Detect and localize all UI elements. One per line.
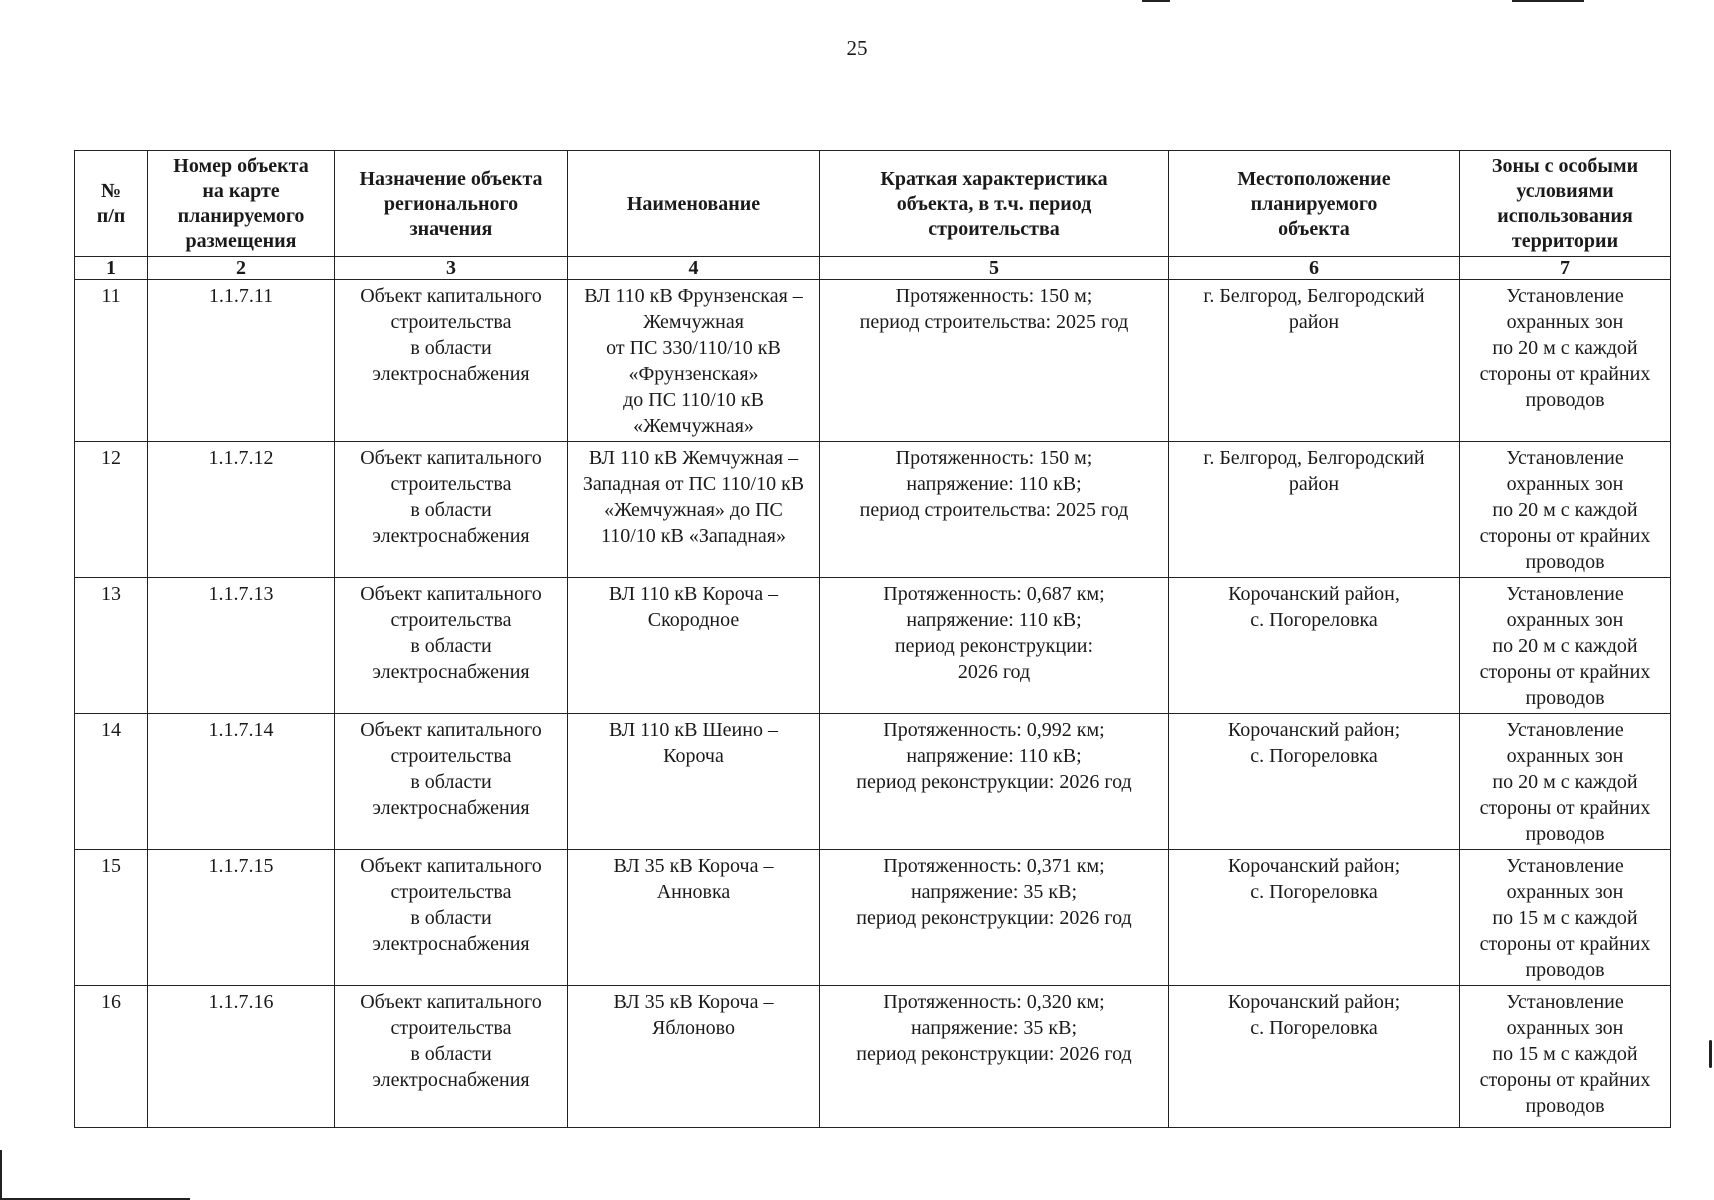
purpose-cell-line: Объект капитального xyxy=(360,285,542,307)
purpose-cell-line: Объект капитального xyxy=(360,447,542,469)
zones-cell-line: проводов xyxy=(1525,389,1605,411)
name-cell-line: Западная от ПС 110/10 кВ xyxy=(582,473,805,495)
column-number-row xyxy=(75,257,1671,280)
location-cell-line: район xyxy=(1288,311,1340,333)
header-zones-line: использования xyxy=(1497,205,1633,227)
scan-edge-mark xyxy=(1142,0,1170,2)
purpose-cell-line: в области xyxy=(410,1043,492,1065)
name-cell xyxy=(568,986,820,1128)
table-body xyxy=(75,280,1671,1128)
header-number-line: № xyxy=(100,180,122,202)
header-location xyxy=(1169,151,1460,257)
scan-edge-mark xyxy=(1709,1040,1712,1068)
purpose-cell-line: в области xyxy=(410,771,492,793)
zones-cell-line: по 20 м с каждой xyxy=(1492,499,1638,521)
purpose-cell-line: Объект капитального xyxy=(360,719,542,741)
purpose-cell-line: Объект капитального xyxy=(360,855,542,877)
location-cell xyxy=(1169,714,1460,850)
table-row xyxy=(75,280,1671,442)
name-cell-line: ВЛ 110 кВ Фрунзенская – xyxy=(584,285,803,307)
characteristics-cell-line: период реконструкции: 2026 год xyxy=(856,771,1132,793)
row-number-cell: 11 xyxy=(75,280,148,442)
name-cell-line: «Фрунзенская» xyxy=(628,363,759,385)
header-object-code-line: планируемого xyxy=(177,205,305,227)
zones-cell-line: Установление xyxy=(1506,447,1624,469)
purpose-cell-line: в области xyxy=(410,907,492,929)
zones-cell-line: охранных зон xyxy=(1506,311,1624,333)
location-cell xyxy=(1169,986,1460,1128)
name-cell-line: 110/10 кВ «Западная» xyxy=(600,525,787,547)
header-object-code xyxy=(148,151,335,257)
zones-cell xyxy=(1460,280,1671,442)
object-code-cell: 1.1.7.13 xyxy=(148,578,335,714)
column-number: 5 xyxy=(820,257,1169,280)
name-cell-line: Жемчужная xyxy=(643,311,744,333)
location-cell-line: с. Погореловка xyxy=(1250,1017,1378,1039)
header-object-code-line: на карте xyxy=(202,180,280,202)
purpose-cell-line: в области xyxy=(410,635,492,657)
zones-cell xyxy=(1460,986,1671,1128)
location-cell-line: Корочанский район; xyxy=(1227,855,1401,877)
location-cell xyxy=(1169,280,1460,442)
name-cell-line: до ПС 110/10 кВ xyxy=(623,389,764,411)
zones-cell-line: стороны от крайних xyxy=(1479,933,1651,955)
header-location-line: объекта xyxy=(1278,217,1350,240)
characteristics-cell-line: напряжение: 110 кВ; xyxy=(906,609,1082,631)
characteristics-cell xyxy=(820,578,1169,714)
header-characteristics xyxy=(820,151,1169,257)
location-cell-line: Корочанский район; xyxy=(1227,719,1401,741)
purpose-cell xyxy=(335,714,568,850)
row-number-cell: 13 xyxy=(75,578,148,714)
purpose-cell-line: электроснабжения xyxy=(372,661,530,683)
row-number-cell: 16 xyxy=(75,986,148,1128)
table-row xyxy=(75,986,1671,1128)
purpose-cell-line: электроснабжения xyxy=(372,1069,530,1091)
header-zones-line: Зоны с особыми xyxy=(1491,155,1639,177)
characteristics-cell-line: Протяженность: 150 м; xyxy=(895,285,1093,307)
zones-cell-line: по 15 м с каждой xyxy=(1492,907,1638,929)
location-cell-line: г. Белгород, Белгородский xyxy=(1203,285,1425,307)
characteristics-cell xyxy=(820,850,1169,986)
column-number: 2 xyxy=(148,257,335,280)
row-number-cell: 15 xyxy=(75,850,148,986)
characteristics-cell xyxy=(820,714,1169,850)
zones-cell-line: Установление xyxy=(1506,719,1624,741)
characteristics-cell-line: напряжение: 35 кВ; xyxy=(910,881,1078,903)
name-cell xyxy=(568,442,820,578)
purpose-cell xyxy=(335,578,568,714)
row-number-cell: 14 xyxy=(75,714,148,850)
zones-cell-line: проводов xyxy=(1525,687,1605,709)
zones-cell-line: охранных зон xyxy=(1506,609,1624,631)
name-cell-line: ВЛ 35 кВ Короча – xyxy=(613,991,774,1013)
purpose-cell-line: в области xyxy=(410,499,492,521)
characteristics-cell xyxy=(820,986,1169,1128)
zones-cell-line: Установление xyxy=(1506,855,1624,877)
zones-cell-line: по 20 м с каждой xyxy=(1492,771,1638,793)
characteristics-cell-line: период реконструкции: xyxy=(894,635,1094,657)
name-cell-line: «Жемчужная» xyxy=(633,415,754,437)
header-purpose-line: Назначение объекта xyxy=(359,167,543,190)
purpose-cell-line: в области xyxy=(410,337,492,359)
location-cell-line: с. Погореловка xyxy=(1250,881,1378,903)
name-cell-line: ВЛ 110 кВ Шеино – xyxy=(609,719,778,741)
zones-cell-line: Установление xyxy=(1506,991,1624,1013)
header-characteristics-line: объекта, в т.ч. период xyxy=(896,192,1092,215)
column-number: 7 xyxy=(1460,257,1671,280)
zones-cell-line: стороны от крайних xyxy=(1479,1069,1651,1091)
name-cell xyxy=(568,578,820,714)
zones-cell-line: стороны от крайних xyxy=(1479,525,1651,547)
purpose-cell-line: строительства xyxy=(390,881,512,903)
name-cell-line: ВЛ 110 кВ Жемчужная – xyxy=(588,447,799,469)
location-cell-line: Корочанский район; xyxy=(1227,991,1401,1013)
header-name-line: Наименование xyxy=(626,192,761,215)
zones-cell-line: стороны от крайних xyxy=(1479,797,1651,819)
zones-cell-line: проводов xyxy=(1525,551,1605,573)
zones-cell-line: по 20 м с каждой xyxy=(1492,337,1638,359)
purpose-cell-line: строительства xyxy=(390,609,512,631)
characteristics-cell-line: Протяженность: 0,992 км; xyxy=(883,719,1105,741)
zones-cell-line: охранных зон xyxy=(1506,1017,1624,1039)
location-cell-line: с. Погореловка xyxy=(1250,745,1378,767)
characteristics-cell xyxy=(820,280,1169,442)
purpose-cell-line: электроснабжения xyxy=(372,797,530,819)
table-row xyxy=(75,578,1671,714)
zones-cell-line: стороны от крайних xyxy=(1479,363,1651,385)
characteristics-cell-line: Протяженность: 0,320 км; xyxy=(883,991,1105,1013)
planned-objects-table xyxy=(74,150,1671,1128)
name-cell-line: от ПС 330/110/10 кВ xyxy=(606,337,781,359)
location-cell xyxy=(1169,578,1460,714)
column-number: 6 xyxy=(1169,257,1460,280)
object-code-cell: 1.1.7.14 xyxy=(148,714,335,850)
header-zones-line: территории xyxy=(1511,230,1619,252)
scan-edge-mark xyxy=(0,1150,2,1200)
characteristics-cell-line: период реконструкции: 2026 год xyxy=(856,1043,1132,1065)
location-cell-line: г. Белгород, Белгородский xyxy=(1203,447,1425,469)
header-object-code-line: Номер объекта xyxy=(173,155,309,177)
header-number-line: п/п xyxy=(96,205,126,227)
header-purpose-line: значения xyxy=(409,217,493,240)
name-cell-line: Короча xyxy=(663,745,724,767)
zones-cell-line: Установление xyxy=(1506,285,1624,307)
column-number: 1 xyxy=(75,257,148,280)
page-number: 25 xyxy=(846,36,868,60)
column-number: 3 xyxy=(335,257,568,280)
purpose-cell xyxy=(335,986,568,1128)
zones-cell-line: проводов xyxy=(1525,1095,1605,1117)
zones-cell-line: по 15 м с каждой xyxy=(1492,1043,1638,1065)
header-location-line: планируемого xyxy=(1250,192,1378,215)
header-object-code-line: размещения xyxy=(185,230,297,252)
table-row xyxy=(75,714,1671,850)
name-cell-line: Яблоново xyxy=(651,1017,735,1039)
purpose-cell xyxy=(335,280,568,442)
name-cell xyxy=(568,714,820,850)
zones-cell-line: стороны от крайних xyxy=(1479,661,1651,683)
characteristics-cell-line: напряжение: 110 кВ; xyxy=(906,745,1082,767)
zones-cell-line: охранных зон xyxy=(1506,473,1624,495)
purpose-cell-line: электроснабжения xyxy=(372,525,530,547)
purpose-cell-line: Объект капитального xyxy=(360,991,542,1013)
row-number-cell: 12 xyxy=(75,442,148,578)
name-cell xyxy=(568,850,820,986)
header-name xyxy=(568,151,820,257)
zones-cell-line: проводов xyxy=(1525,823,1605,845)
name-cell xyxy=(568,280,820,442)
zones-cell xyxy=(1460,442,1671,578)
header-number xyxy=(75,151,148,257)
object-code-cell: 1.1.7.15 xyxy=(148,850,335,986)
location-cell-line: район xyxy=(1288,473,1340,495)
purpose-cell-line: Объект капитального xyxy=(360,583,542,605)
zones-cell-line: по 20 м с каждой xyxy=(1492,635,1638,657)
name-cell-line: Скородное xyxy=(647,609,740,631)
name-cell-line: ВЛ 35 кВ Короча – xyxy=(613,855,774,877)
purpose-cell-line: строительства xyxy=(390,745,512,767)
zones-cell xyxy=(1460,850,1671,986)
purpose-cell xyxy=(335,850,568,986)
zones-cell-line: охранных зон xyxy=(1506,745,1624,767)
characteristics-cell-line: напряжение: 110 кВ; xyxy=(906,473,1082,495)
characteristics-cell-line: период строительства: 2025 год xyxy=(859,311,1129,333)
header-purpose xyxy=(335,151,568,257)
name-cell-line: ВЛ 110 кВ Короча – xyxy=(608,583,779,605)
characteristics-cell-line: 2026 год xyxy=(957,661,1031,683)
location-cell xyxy=(1169,442,1460,578)
characteristics-cell-line: период строительства: 2025 год xyxy=(859,499,1129,521)
scan-edge-mark xyxy=(1512,0,1584,2)
zones-cell xyxy=(1460,578,1671,714)
location-cell xyxy=(1169,850,1460,986)
purpose-cell-line: строительства xyxy=(390,1017,512,1039)
purpose-cell-line: электроснабжения xyxy=(372,933,530,955)
header-purpose-line: регионального xyxy=(383,192,519,215)
name-cell-line: Анновка xyxy=(656,881,731,903)
table-row xyxy=(75,850,1671,986)
object-code-cell: 1.1.7.12 xyxy=(148,442,335,578)
header-zones xyxy=(1460,151,1671,257)
characteristics-cell xyxy=(820,442,1169,578)
column-number: 4 xyxy=(568,257,820,280)
object-code-cell: 1.1.7.16 xyxy=(148,986,335,1128)
location-cell-line: Корочанский район, xyxy=(1228,583,1400,605)
zones-cell xyxy=(1460,714,1671,850)
zones-cell-line: охранных зон xyxy=(1506,881,1624,903)
characteristics-cell-line: период реконструкции: 2026 год xyxy=(856,907,1132,929)
characteristics-cell-line: Протяженность: 0,371 км; xyxy=(883,855,1105,877)
header-location-line: Местоположение xyxy=(1237,167,1391,190)
header-zones-line: условиями xyxy=(1516,180,1614,202)
purpose-cell-line: электроснабжения xyxy=(372,363,530,385)
table-header-row xyxy=(75,151,1671,257)
location-cell-line: с. Погореловка xyxy=(1250,609,1378,631)
table-row xyxy=(75,442,1671,578)
header-characteristics-line: строительства xyxy=(928,217,1060,240)
characteristics-cell-line: Протяженность: 150 м; xyxy=(895,447,1093,469)
name-cell-line: «Жемчужная» до ПС xyxy=(604,499,783,521)
zones-cell-line: Установление xyxy=(1506,583,1624,605)
object-code-cell: 1.1.7.11 xyxy=(148,280,335,442)
purpose-cell-line: строительства xyxy=(390,473,512,495)
characteristics-cell-line: Протяженность: 0,687 км; xyxy=(883,583,1105,605)
purpose-cell xyxy=(335,442,568,578)
characteristics-cell-line: напряжение: 35 кВ; xyxy=(910,1017,1078,1039)
zones-cell-line: проводов xyxy=(1525,959,1605,981)
purpose-cell-line: строительства xyxy=(390,311,512,333)
header-characteristics-line: Краткая характеристика xyxy=(880,167,1108,190)
